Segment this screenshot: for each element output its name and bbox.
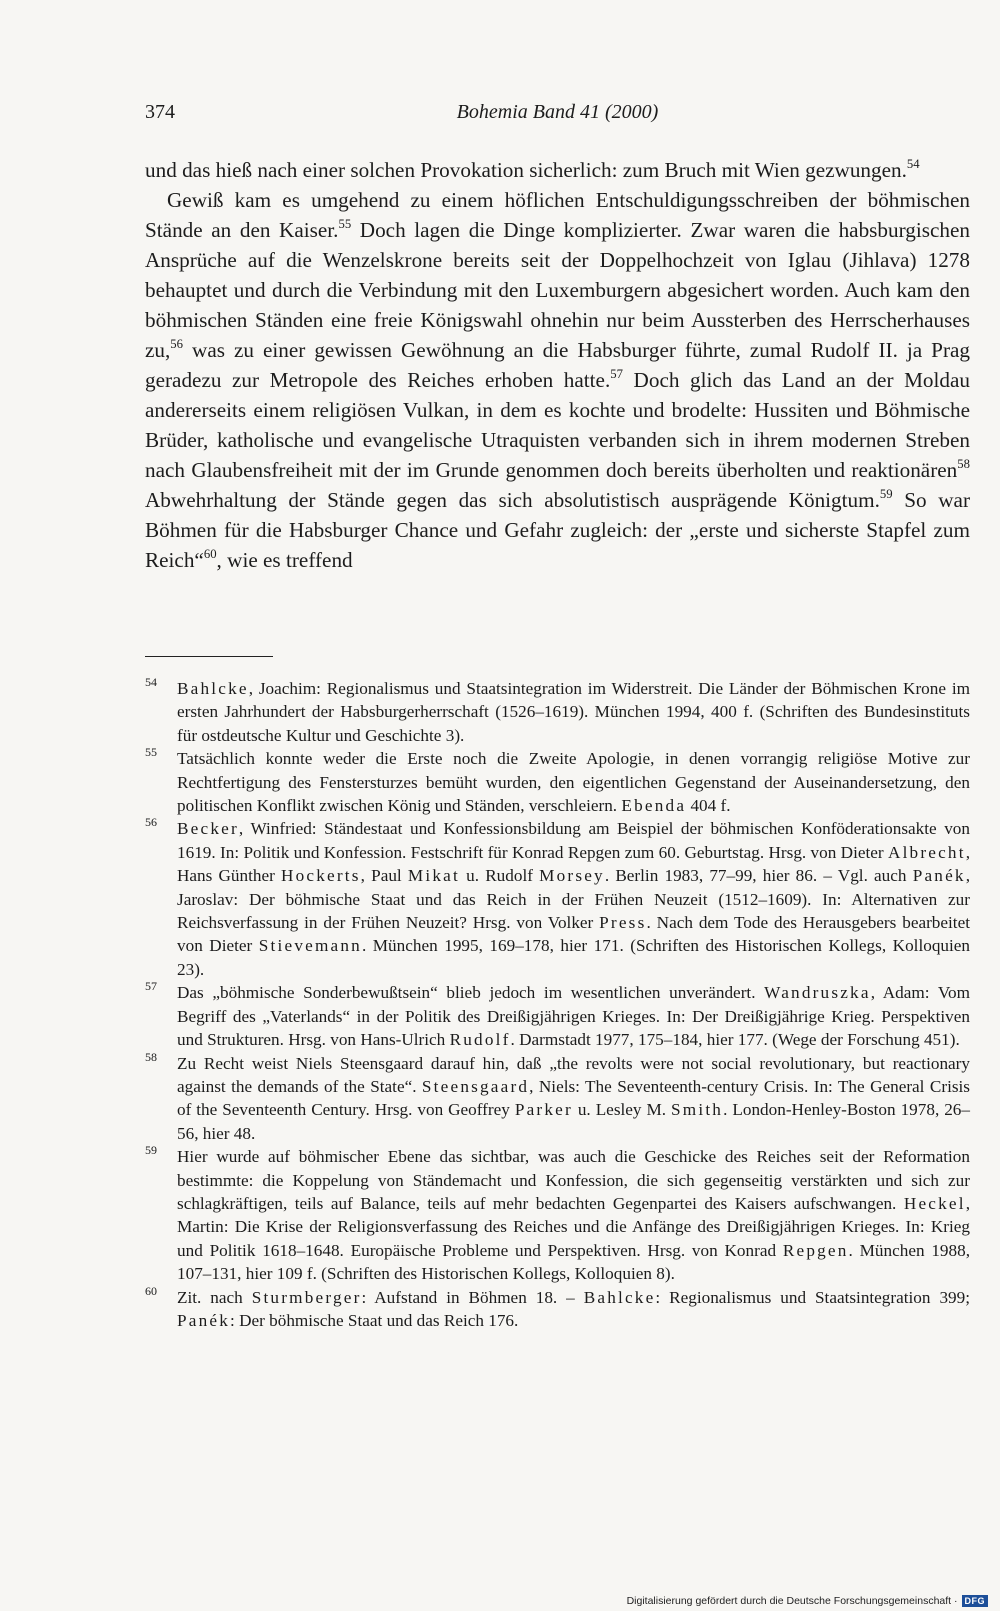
footnote-59 [145,1145,970,1285]
footnote-number: 57 [145,979,157,994]
digitization-footer [627,1595,988,1607]
text-run: 404 f. [686,796,731,816]
text-run: Gewiß kam es umgehend zu einem höflichen Entschuldigungsschreiben der böhmischen Stände an den Kaiser. [145,188,970,242]
footnote-separator [145,656,273,657]
text-run: : Aufstand in Böhmen 18. – [361,1287,584,1307]
footnote-ref: 60 [203,547,217,562]
spaced-author: Steensgaard [421,1076,530,1096]
text-run: : Der böhmische Staat und das Reich 176. [230,1310,519,1330]
text-run: . München 1995, 169–178, hier 171. (Schriften des Historischen Kollegs, Kolloquien 23). [177,936,971,979]
footnote-58 [145,1049,970,1146]
text-run: , Joachim: Regionalismus und Staatsintegration im Widerstreit. Die Länder der Böhmischen Krone im ersten Jahrhundert der Habsburgerherrschaft (1526–1619). München 1994, 400 f. (Schriften des Bundesinstituts für ostdeutsche Kultur und Geschichte 3). [177,679,970,745]
paragraph [145,185,970,575]
spaced-author: Rudolf [449,1030,511,1050]
text-run: Tatsächlich konnte weder die Erste noch die Zweite Apologie, in denen vorrangig religiöse Motive zur Rechtfertigung des Fenstersturzes bemüht wurden, den eigentlichen Gegenstand der Auseinandersetzung, den politischen Konflikt zwischen König und Ständen, verschleiern. [177,749,970,816]
footnote-number: 54 [145,675,157,689]
footnote-ref: 55 [338,217,352,232]
footnote-57 [145,981,970,1051]
spaced-author: Smith [671,1100,724,1120]
spaced-author: Mikat [407,866,460,886]
text-run: . Berlin 1983, 77–99, hier 86. – Vgl. auch [604,866,913,886]
text-run: und das hieß nach einer solchen Provokation sicherlich: zum Bruch mit Wien gezwungen. [145,158,907,182]
text-run: Doch lagen die Dinge komplizierter. Zwar waren die habsburgischen Ansprüche auf die Wenzelskrone bereits seit der Doppelhochzeit von Iglau (Jihlava) 1278 behauptet und durch die Verbindung mit den Luxemburgern abgesichert worden. Auch kam den böhmischen Ständen eine freie Königswahl ohnehin nur beim Aussterben des Herrscherhauses zu, [145,218,970,362]
text-run: , Adam: Vom Begriff des „Vaterlands“ in der Politik des Dreißigjährigen Krieges. In: Der Dreißigjährige Krieg. Perspektiven und Strukturen. Hrsg. von Hans-Ulrich [177,983,970,1050]
spaced-author: Parker [514,1100,573,1120]
text-run: , Paul [360,866,408,886]
footnote-ref: 57 [610,367,623,382]
footnotes [145,677,970,1332]
footnote-ref: 58 [957,457,970,472]
footnote-number: 58 [145,1049,157,1064]
text-run: Abwehrhaltung der Stände gegen das sich absolutistisch ausprägende Königtum. [145,488,880,512]
footnote-number: 59 [145,1143,157,1158]
spaced-author: Hockerts [281,866,361,886]
text-run: Hier wurde auf böhmischer Ebene das sichtbar, was auch die Geschicke des Reiches seit der Reformation bestimmte: die Koppelung von Ständemacht und Konfession, die sich gegenseitig verstärkten und sich zur schlagkräftigen, teils auf Balance, teils auf mehr bedachten Gegenpartei des Kaisers aufschwangen. [177,1147,970,1213]
text-run: , Niels: The Seventeenth-century Crisis. In: The General Crisis of the Seventeenth Century. Hrsg. von Geoffrey [177,1076,970,1120]
text-run: . Darmstadt 1977, 175–184, hier 177. (Wege der Forschung 451). [510,1030,960,1050]
dfg-logo-icon: DFG [962,1595,989,1607]
text-run: , wie es treffend [216,548,353,572]
text-run: , Jaroslav: Der böhmische Staat und das Reich in der Frühen Neuzeit (1512–1609). In: Alternativen zur Reichsverfassung in der Frühen Neuzeit? Hrsg. von Volker [177,866,970,933]
footnote-ref: 56 [170,337,184,352]
text-run: : Regionalismus und Staatsintegration 399; [655,1287,970,1307]
footnote-number: 55 [145,745,157,760]
spaced-author: Ebenda [621,796,687,816]
text-run: . München 1988, 107–131, hier 109 f. (Schriften des Historischen Kollegs, Kolloquien 8). [177,1240,970,1284]
footnote-number: 56 [145,815,157,830]
page-header [145,101,970,129]
spaced-author: Panék [177,1310,231,1330]
text-run: Zu Recht weist Niels Steensgaard darauf hin, daß „the revolts were not social revolutionary, but reactionary against the demands of the State“. [177,1053,970,1096]
text-run: Doch glich das Land an der Moldau andererseits einem religiösen Vulkan, in dem es kochte und brodelte: Hussiten und Böhmische Brüder, katholische und evangelische Utraquisten verbanden sich in ihrem modernen Streben nach Glaubensfreiheit mit der im Grunde genommen doch bereits überholten und reaktionären [145,368,970,482]
text-run: . London-Henley-Boston 1978, 26–56, hier 48. [177,1100,970,1143]
running-title: Bohemia Band 41 (2000) [456,101,659,123]
footnote-ref: 59 [879,487,893,502]
spaced-author: Bahlcke [583,1287,656,1307]
spaced-author: Heckel [903,1193,966,1213]
footnote-55 [145,747,970,817]
spaced-author: Albrecht [887,842,966,862]
page-number: 374 [145,101,175,123]
text-run: So war Böhmen für die Habsburger Chance und Gefahr zugleich: der „erste und sicherste Stapfel zum Reich“ [145,488,971,572]
text-run: u. Lesley M. [572,1100,672,1120]
spaced-author: Repgen [782,1240,849,1260]
main-text [145,155,970,575]
spaced-author: Becker [177,819,239,839]
footnote-number: 60 [145,1283,157,1298]
footnote-56 [145,817,970,981]
text-run: Das „böhmische Sonderbewußtsein“ blieb jedoch im wesentlichen unverändert. [177,983,765,1003]
text-run: , Winfried: Ständestaat und Konfessionsbildung am Beispiel der böhmischen Konföderationsakte von 1619. In: Politik und Konfession. Festschrift für Konrad Repgen zum 60. Geburtstag. Hrsg. von Dieter [177,819,970,862]
footer-text: Digitalisierung gefördert durch die Deutsche Forschungsgemeinschaft · [626,1595,958,1607]
footnote-54 [145,677,970,747]
text-run: , Martin: Die Krise der Religionsverfassung des Reiches und die Anfänge des Dreißigjährigen Krieges. In: Krieg und Politik 1618–1648. Europäische Probleme und Perspektiven. Hrsg. von Konrad [177,1193,970,1260]
spaced-author: Bahlcke [177,679,249,698]
text-run: . Nach dem Tode des Herausgebers bearbeitet von Dieter [177,913,970,956]
text-run: was zu einer gewissen Gewöhnung an die Habsburger führte, zumal Rudolf II. ja Prag geradezu zur Metropole des Reiches erhoben hatte. [145,338,970,392]
footnote-60 [145,1283,970,1333]
spaced-author: Morsey [539,866,605,886]
text-run: Zit. nach [177,1287,252,1307]
spaced-author: Stievemann [258,936,362,956]
paragraph [145,155,970,185]
spaced-author: Wandruszka [764,983,871,1003]
text-run: u. Rudolf [459,866,540,886]
text-run: , Hans Günther [177,842,970,886]
spaced-author: Sturmberger [251,1287,362,1307]
spaced-author: Press [599,913,647,933]
spaced-author: Panék [912,866,966,886]
footnote-ref: 54 [906,157,920,172]
